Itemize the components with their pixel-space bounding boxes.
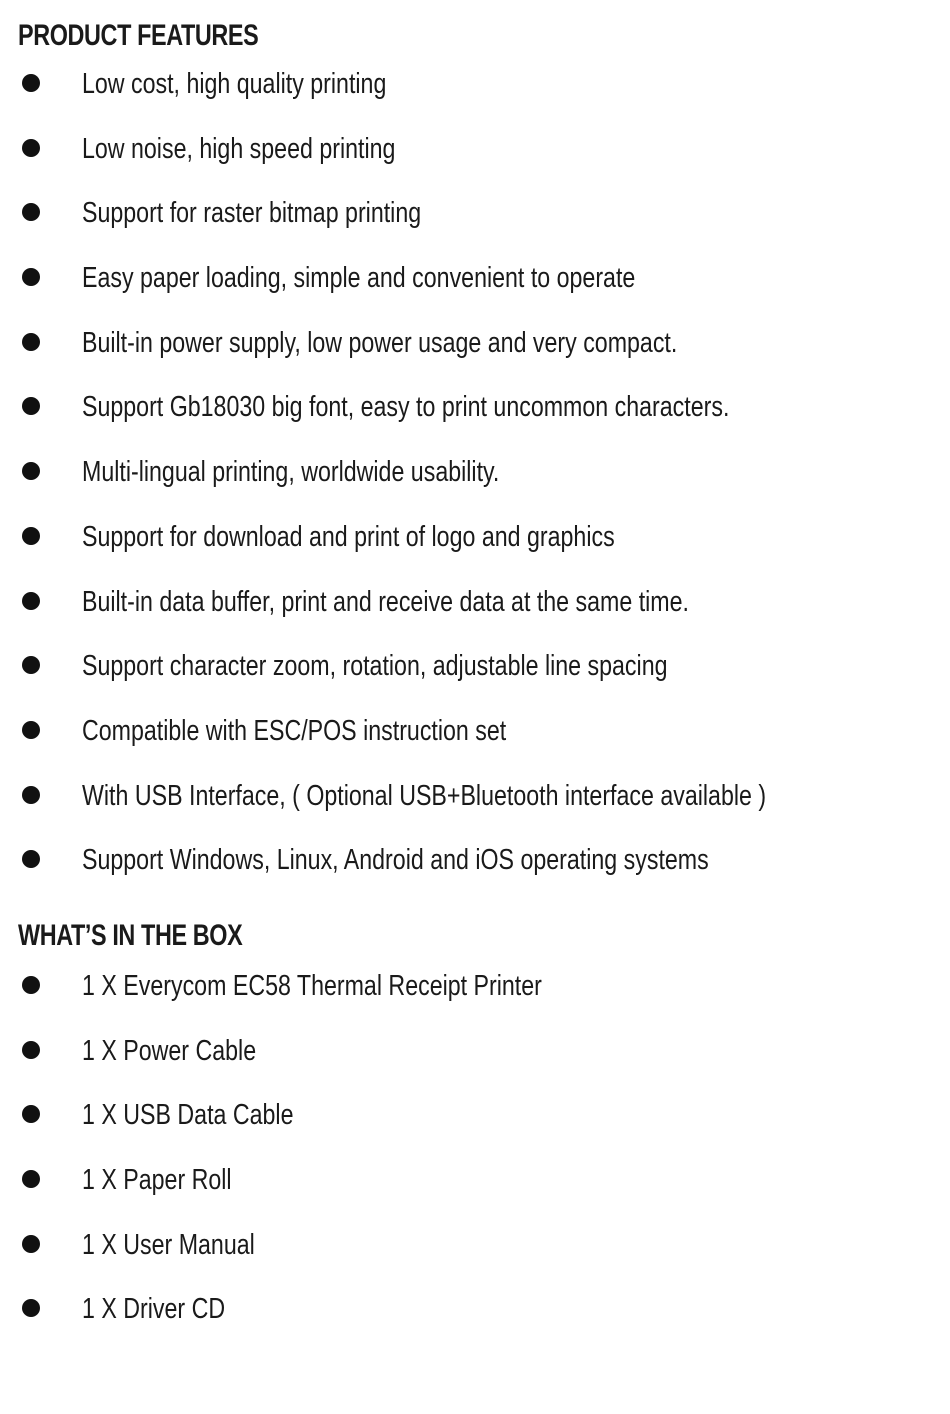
bullet-icon bbox=[22, 1170, 40, 1188]
feature-text: Low cost, high quality printing bbox=[82, 68, 387, 100]
bullet-icon bbox=[22, 592, 40, 610]
bullet-icon bbox=[22, 333, 40, 351]
bullet-icon bbox=[22, 139, 40, 157]
feature-text: Support for download and print of logo and graphics bbox=[82, 520, 615, 553]
feature-text: Support Gb18030 big font, easy to print uncommon characters. bbox=[82, 391, 730, 424]
feature-text: Built-in power supply, low power usage and very compact. bbox=[82, 326, 678, 359]
bullet-icon bbox=[22, 976, 40, 994]
box-item-text: 1 X User Manual bbox=[82, 1228, 255, 1261]
bullet-icon bbox=[22, 268, 40, 286]
bullet-icon bbox=[22, 527, 40, 545]
feature-text: Support for raster bitmap printing bbox=[82, 197, 422, 230]
bullet-icon bbox=[22, 1105, 40, 1123]
bullet-icon bbox=[22, 203, 40, 221]
feature-text: Easy paper loading, simple and convenient to operate bbox=[82, 262, 636, 295]
feature-text: Multi-lingual printing, worldwide usability. bbox=[82, 456, 500, 489]
box-item-text: 1 X Paper Roll bbox=[82, 1164, 232, 1197]
feature-text: Support character zoom, rotation, adjustable line spacing bbox=[82, 650, 668, 683]
bullet-icon bbox=[22, 786, 40, 804]
bullet-icon bbox=[22, 462, 40, 480]
feature-text: With USB Interface, ( Optional USB+Bluetooth interface available ) bbox=[82, 779, 767, 812]
bullet-icon bbox=[22, 74, 40, 92]
box-item-text: 1 X USB Data Cable bbox=[82, 1099, 294, 1132]
box-item-text: 1 X Driver CD bbox=[82, 1293, 226, 1326]
bullet-icon bbox=[22, 1299, 40, 1317]
bullet-icon bbox=[22, 1235, 40, 1253]
feature-text: Low noise, high speed printing bbox=[82, 132, 396, 165]
feature-text: Support Windows, Linux, Android and iOS operating systems bbox=[82, 844, 709, 877]
whats-in-the-box-heading: WHAT’S IN THE BOX bbox=[18, 919, 243, 952]
product-features-heading: PRODUCT FEATURES bbox=[18, 19, 259, 52]
bullet-icon bbox=[22, 1041, 40, 1059]
feature-text: Compatible with ESC/POS instruction set bbox=[82, 714, 507, 747]
box-item-text: 1 X Power Cable bbox=[82, 1034, 257, 1067]
bullet-icon bbox=[22, 850, 40, 868]
bullet-icon bbox=[22, 656, 40, 674]
feature-text: Built-in data buffer, print and receive data at the same time. bbox=[82, 585, 689, 618]
bullet-icon bbox=[22, 721, 40, 739]
bullet-icon bbox=[22, 397, 40, 415]
box-item-text: 1 X Everycom EC58 Thermal Receipt Printer bbox=[82, 970, 542, 1002]
